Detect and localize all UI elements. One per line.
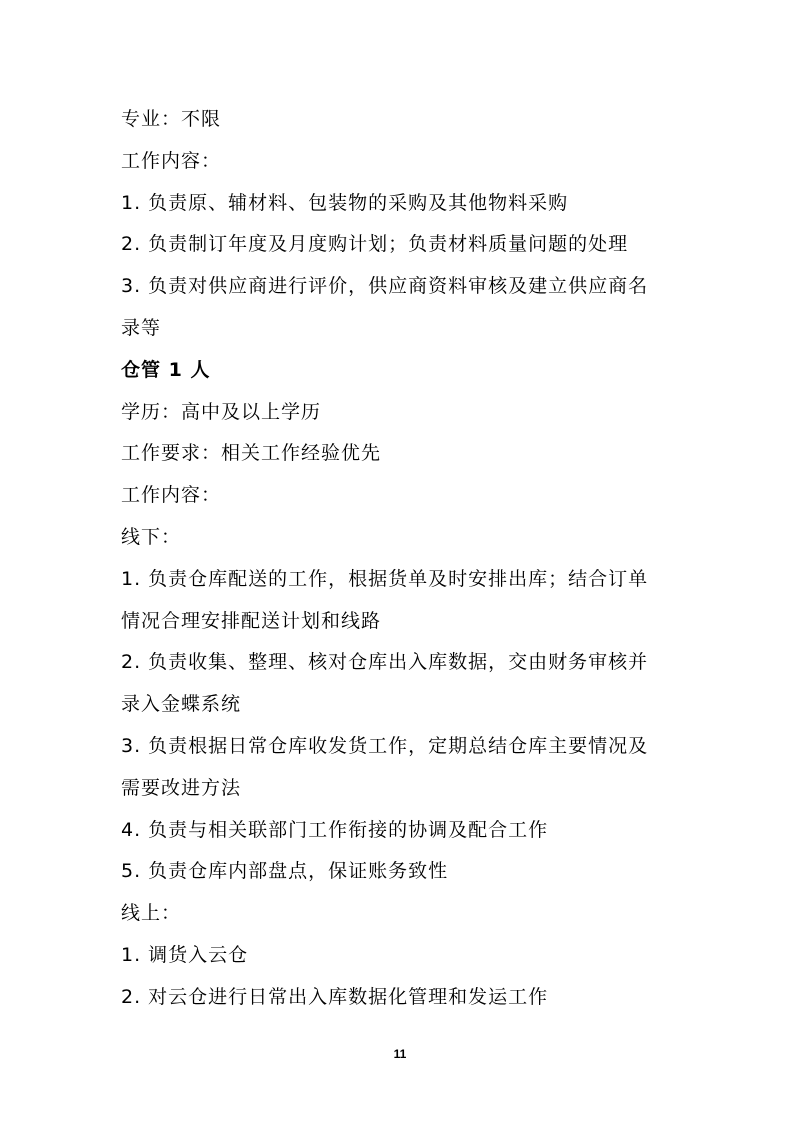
subsection-label: 线上： — [121, 902, 182, 925]
list-item-continuation: 情况合理安排配送计划和线路 — [121, 609, 382, 632]
list-item: 4. 负责与相关联部门工作衔接的协调及配合工作 — [121, 818, 549, 841]
list-item: 1. 负责仓库配送的工作，根据货单及时安排出库；结合订单 — [121, 567, 649, 590]
list-item-continuation: 需要改进方法 — [121, 776, 242, 799]
list-item-continuation: 录入金蝶系统 — [121, 693, 242, 716]
list-item: 1. 负责原、辅材料、包装物的采购及其他物料采购 — [121, 191, 569, 214]
page-body — [121, 99, 691, 1019]
page-number: 11 — [393, 1047, 407, 1061]
list-item-continuation: 录等 — [121, 316, 162, 339]
text-line: 工作内容： — [121, 149, 222, 172]
text-line: 工作内容： — [121, 484, 222, 507]
list-item: 3. 负责根据日常仓库收发货工作，定期总结仓库主要情况及 — [121, 734, 649, 757]
subsection-label: 线下： — [121, 525, 182, 548]
list-item: 3. 负责对供应商进行评价，供应商资料审核及建立供应商名 — [121, 275, 649, 298]
list-item: 5. 负责仓库内部盘点，保证账务致性 — [121, 860, 449, 883]
list-item: 2. 负责制订年度及月度购计划；负责材料质量问题的处理 — [121, 233, 629, 256]
list-item: 2. 负责收集、整理、核对仓库出入库数据，交由财务审核并 — [121, 651, 649, 674]
text-line: 工作要求：相关工作经验优先 — [121, 442, 382, 465]
text-line: 专业：不限 — [121, 108, 222, 130]
list-item: 2. 对云仓进行日常出入库数据化管理和发运工作 — [121, 985, 549, 1008]
text-line: 学历：高中及以上学历 — [121, 400, 322, 423]
list-item: 1. 调货入云仓 — [121, 943, 249, 966]
section-heading: 仓管 1 人 — [121, 358, 211, 381]
